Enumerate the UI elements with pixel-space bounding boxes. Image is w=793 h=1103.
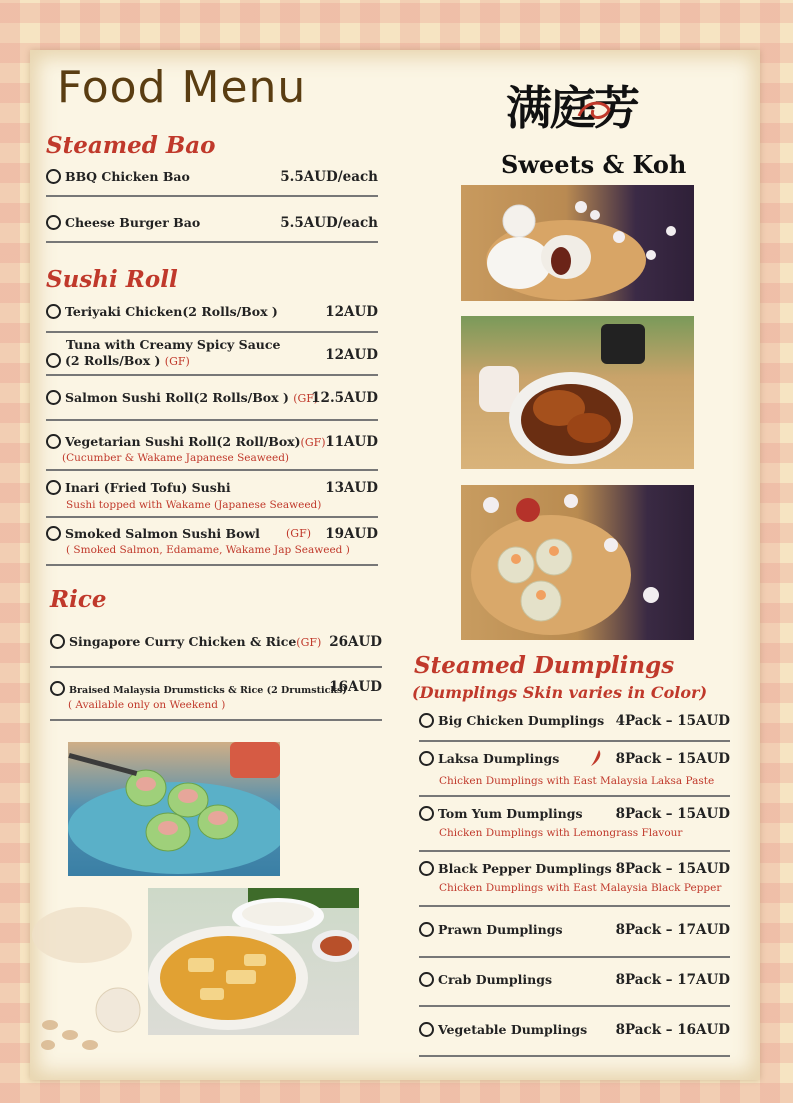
radio-circle-icon[interactable] <box>50 681 65 696</box>
item-price: 8Pack – 17AUD <box>615 972 730 988</box>
radio-circle-icon[interactable] <box>46 526 61 541</box>
radio-circle-icon[interactable] <box>46 304 61 319</box>
radio-circle-icon[interactable] <box>419 713 434 728</box>
brand-swirl-icon <box>575 96 615 124</box>
chili-icon <box>589 749 603 767</box>
item-price: 16AUD <box>329 679 382 695</box>
menu-item <box>46 167 378 197</box>
section-title-rice: Rice <box>50 586 107 613</box>
item-price: 26AUD <box>329 634 382 650</box>
item-name: Vegetarian Sushi Roll(2 Roll/Box) <box>65 434 301 449</box>
item-note: (Cucumber & Wakame Japanese Seaweed) <box>62 452 290 464</box>
gf-tag: (GF) <box>286 527 312 540</box>
radio-circle-icon[interactable] <box>50 634 65 649</box>
menu-item <box>419 922 730 958</box>
drumsticks-illustration <box>461 316 694 469</box>
radio-circle-icon[interactable] <box>419 922 434 937</box>
item-name: Teriyaki Chicken(2 Rolls/Box ) <box>65 304 278 319</box>
radio-circle-icon[interactable] <box>419 806 434 821</box>
radio-circle-icon[interactable] <box>46 390 61 405</box>
radio-circle-icon[interactable] <box>46 353 61 368</box>
brand-chinese-name: 满庭芳 <box>506 81 638 135</box>
radio-circle-icon[interactable] <box>419 1022 434 1037</box>
menu-item <box>46 390 378 421</box>
menu-item <box>419 806 730 852</box>
item-name: Tuna with Creamy Spicy Sauce <box>66 337 281 352</box>
item-note: Sushi topped with Wakame (Japanese Seaweed) <box>66 499 322 511</box>
gf-tag: (GF) <box>164 355 190 368</box>
item-name: Crab Dumplings <box>438 972 552 987</box>
item-name: Cheese Burger Bao <box>65 215 201 230</box>
item-name: Braised Malaysia Drumsticks & Rice (2 Drumsticks) <box>69 685 347 696</box>
menu-item <box>419 972 730 1007</box>
brand-english-name: Sweets & Koh <box>501 150 687 179</box>
menu-item <box>50 679 382 721</box>
menu-item <box>46 480 378 518</box>
bao-illustration <box>461 185 694 301</box>
item-price: 19AUD <box>325 526 378 542</box>
menu-item <box>46 302 378 333</box>
photo-drumsticks <box>461 316 694 469</box>
item-name-line2: (2 Rolls/Box ) <box>65 353 161 368</box>
item-name: BBQ Chicken Bao <box>65 169 190 184</box>
menu-item <box>46 526 378 566</box>
item-name: Black Pepper Dumplings <box>438 861 612 876</box>
section-title-bao: Steamed Bao <box>46 132 216 159</box>
gf-tag: (GF) <box>296 636 322 649</box>
item-price: 12AUD <box>325 304 378 320</box>
menu-item <box>46 337 378 376</box>
item-name: Tom Yum Dumplings <box>438 806 583 821</box>
photo-curry <box>148 888 359 1035</box>
item-price: 5.5AUD/each <box>280 215 378 231</box>
menu-item <box>46 213 378 243</box>
item-price: 12AUD <box>325 347 378 363</box>
section-title-dumplings: Steamed Dumplings <box>414 652 675 679</box>
gf-tag: (GF) <box>300 436 326 449</box>
item-price: 8Pack – 15AUD <box>615 751 730 767</box>
section-subtitle-dumplings: (Dumplings Skin varies in Color) <box>412 683 708 702</box>
item-price: 8Pack – 16AUD <box>615 1022 730 1038</box>
menu-item <box>50 634 382 668</box>
item-name: Big Chicken Dumplings <box>438 713 605 728</box>
menu-item <box>419 751 730 797</box>
item-name: Inari (Fried Tofu) Sushi <box>65 480 231 495</box>
gf-tag: (GF) <box>293 392 319 405</box>
siu-mai-illustration <box>68 742 280 876</box>
item-name: Singapore Curry Chicken & Rice <box>69 634 297 649</box>
item-name: Salmon Sushi Roll(2 Rolls/Box ) <box>65 390 289 405</box>
item-name: Smoked Salmon Sushi Bowl <box>65 526 260 541</box>
radio-circle-icon[interactable] <box>46 434 61 449</box>
faded-teapot-decoration <box>30 895 150 1055</box>
item-note: ( Smoked Salmon, Edamame, Wakame Jap Seaweed ) <box>66 544 350 556</box>
photo-dumplings <box>461 485 694 640</box>
menu-item <box>419 713 730 742</box>
menu-item <box>419 861 730 907</box>
radio-circle-icon[interactable] <box>46 169 61 184</box>
photo-bao <box>461 185 694 301</box>
item-price: 8Pack – 15AUD <box>615 861 730 877</box>
radio-circle-icon[interactable] <box>46 480 61 495</box>
item-name: Prawn Dumplings <box>438 922 563 937</box>
radio-circle-icon[interactable] <box>419 972 434 987</box>
radio-circle-icon[interactable] <box>46 215 61 230</box>
photo-siu-mai <box>68 742 280 876</box>
item-note: Chicken Dumplings with East Malaysia Black Pepper <box>439 882 722 894</box>
menu-title: Food Menu <box>57 62 307 113</box>
item-price: 4Pack – 15AUD <box>615 713 730 729</box>
item-price: 8Pack – 15AUD <box>615 806 730 822</box>
item-price: 5.5AUD/each <box>280 169 378 185</box>
item-note: Chicken Dumplings with East Malaysia Laksa Paste <box>439 775 715 787</box>
curry-illustration <box>148 888 359 1035</box>
dumplings-illustration <box>461 485 694 640</box>
item-price: 11AUD <box>325 434 378 450</box>
radio-circle-icon[interactable] <box>419 861 434 876</box>
item-price: 12.5AUD <box>311 390 378 406</box>
item-price: 13AUD <box>325 480 378 496</box>
item-price: 8Pack – 17AUD <box>615 922 730 938</box>
item-name: Vegetable Dumplings <box>438 1022 588 1037</box>
menu-item <box>419 1022 730 1057</box>
item-name: Laksa Dumplings <box>438 751 560 766</box>
item-note: ( Available only on Weekend ) <box>68 699 226 711</box>
radio-circle-icon[interactable] <box>419 751 434 766</box>
menu-item <box>46 434 378 471</box>
item-note: Chicken Dumplings with Lemongrass Flavour <box>439 827 683 839</box>
section-title-sushi: Sushi Roll <box>46 266 178 293</box>
